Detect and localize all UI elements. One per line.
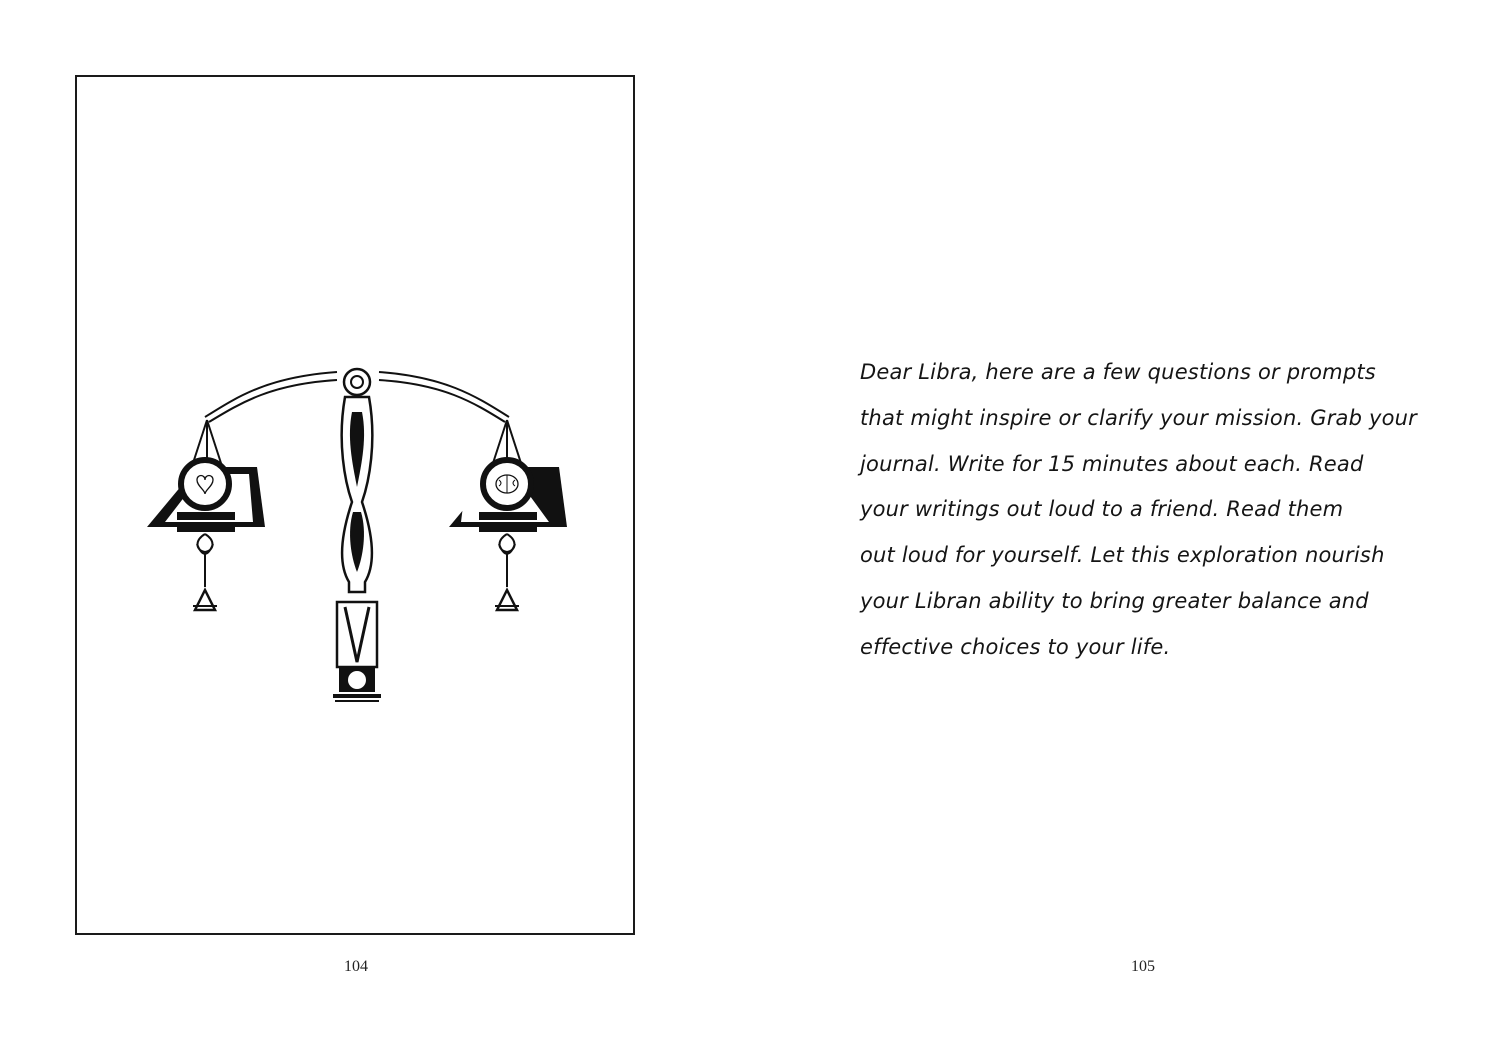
libra-scales-illustration-icon [147, 362, 567, 702]
text-line: your Libran ability to bring greater balance and [860, 588, 1369, 613]
text-line: Dear Libra, here are a few questions or prompts [860, 360, 1376, 384]
page-number-right: 105 [1131, 958, 1155, 975]
text-line: your writings out loud to a friend. Read them [860, 497, 1344, 522]
page-number-left: 104 [344, 958, 368, 975]
text-line: that might inspire or clarify your mission. Grab your [860, 405, 1418, 430]
illustration-frame [75, 75, 635, 935]
text-line: journal. Write for 15 minutes about each. Read [860, 451, 1364, 476]
text-line: effective choices to your life. [860, 634, 1171, 659]
text-line: out loud for yourself. Let this exploration nourish [860, 543, 1385, 568]
letter-text [860, 350, 1440, 671]
